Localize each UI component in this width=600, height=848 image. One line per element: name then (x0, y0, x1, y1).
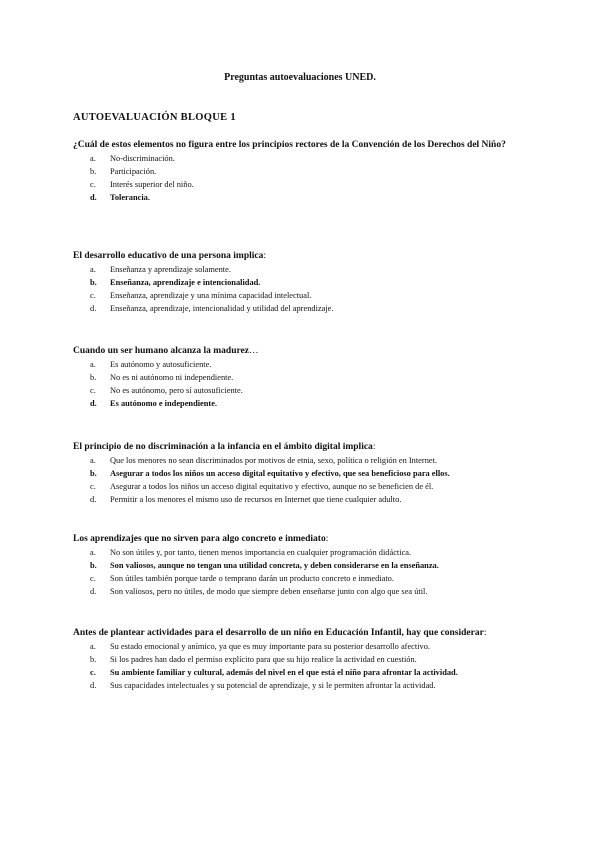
question-1-options (73, 152, 528, 204)
question-2-option-b-correct: b. Enseñanza, aprendizaje e intencionalidad. (90, 278, 261, 287)
question-6-option-a: a. Su estado emocional y anímico, ya que es muy importante para su posterior desarrollo afectivo. (90, 642, 431, 651)
question-4-options (73, 454, 528, 506)
question-1-option-b: b. Participación. (90, 167, 157, 176)
question-2-stem: El desarrollo educativo de una persona implica: (73, 251, 267, 261)
question-4-option-a: a. Que los menores no sean discriminados por motivos de etnia, sexo, política o religión en Internet. (90, 456, 438, 465)
question-3 (73, 345, 528, 410)
question-5 (73, 533, 528, 598)
question-6-option-d: d. Sus capacidades intelectuales y su potencial de aprendizaje, y si le permiten afrontar la actividad. (90, 681, 436, 690)
question-6 (73, 627, 528, 692)
question-6-option-c-correct: c. Su ambiente familiar y cultural, además del nivel en el que está el niño para afrontar la actividad. (90, 668, 458, 677)
question-4-option-b-correct: b. Asegurar a todos los niños un acceso digital equitativo y efectivo, que sea beneficioso para ellos. (90, 469, 450, 478)
question-5-option-a: a. No son útiles y, por tanto, tienen menos importancia en cualquier programación didáctica. (90, 548, 412, 557)
question-2-options (73, 263, 528, 315)
question-5-option-b-correct: b. Son valiosos, aunque no tengan una utilidad concreta, y deben considerarse en la enseñanza. (90, 561, 439, 570)
question-2 (73, 250, 528, 315)
question-4-option-c: c. Asegurar a todos los niños un acceso digital equitativo y efectivo, aunque no se beneficien de él. (90, 482, 434, 491)
document-title: Preguntas autoevaluaciones UNED. (224, 72, 376, 83)
question-5-stem: Los aprendizajes que no sirven para algo concreto e inmediato: (73, 534, 329, 544)
question-6-option-b: b. Si los padres han dado el permiso explícito para que su hijo realice la actividad en cuestión. (90, 655, 417, 664)
question-4-option-d: d. Permitir a los menores el mismo uso de recursos en Internet que tiene cualquier adulto. (90, 495, 402, 504)
question-1 (73, 139, 528, 204)
question-3-option-a: a. Es autónomo y autosuficiente. (90, 360, 212, 369)
question-2-option-c: c. Enseñanza, aprendizaje y una mínima capacidad intelectual. (90, 291, 312, 300)
question-6-stem: Antes de plantear actividades para el desarrollo de un niño en Educación Infantil, hay que considerar: (73, 628, 487, 638)
question-4-stem: El principio de no discriminación a la infancia en el ámbito digital implica: (73, 442, 376, 452)
question-3-option-c: c. No es autónomo, pero sí autosuficiente. (90, 386, 243, 395)
question-1-stem: ¿Cuál de estos elementos no figura entre los principios rectores de la Convención de los Derechos del Niño? (73, 140, 506, 150)
question-2-option-a: a. Enseñanza y aprendizaje solamente. (90, 265, 231, 274)
question-4 (73, 441, 528, 506)
question-5-options (73, 546, 528, 598)
question-3-options (73, 358, 528, 410)
question-2-option-d: d. Enseñanza, aprendizaje, intencionalidad y utilidad del aprendizaje. (90, 304, 334, 313)
question-1-option-a: a. No-discriminación. (90, 154, 175, 163)
question-6-options (73, 640, 528, 692)
block-heading: AUTOEVALUACIÓN BLOQUE 1 (73, 112, 236, 123)
question-1-option-c: c. Interés superior del niño. (90, 180, 194, 189)
question-1-option-d-correct: d. Tolerancia. (90, 193, 150, 202)
question-5-option-c: c. Son útiles también porque tarde o temprano darán un producto concreto e inmediato. (90, 574, 394, 583)
question-3-option-b: b. No es ni autónomo ni independiente. (90, 373, 234, 382)
question-5-option-d: d. Son valiosos, pero no útiles, de modo que siempre deben enseñarse junto con algo que sea útil. (90, 587, 428, 596)
question-3-option-d-correct: d. Es autónomo e independiente. (90, 399, 218, 408)
question-3-stem: Cuando un ser humano alcanza la madurez… (73, 346, 259, 356)
